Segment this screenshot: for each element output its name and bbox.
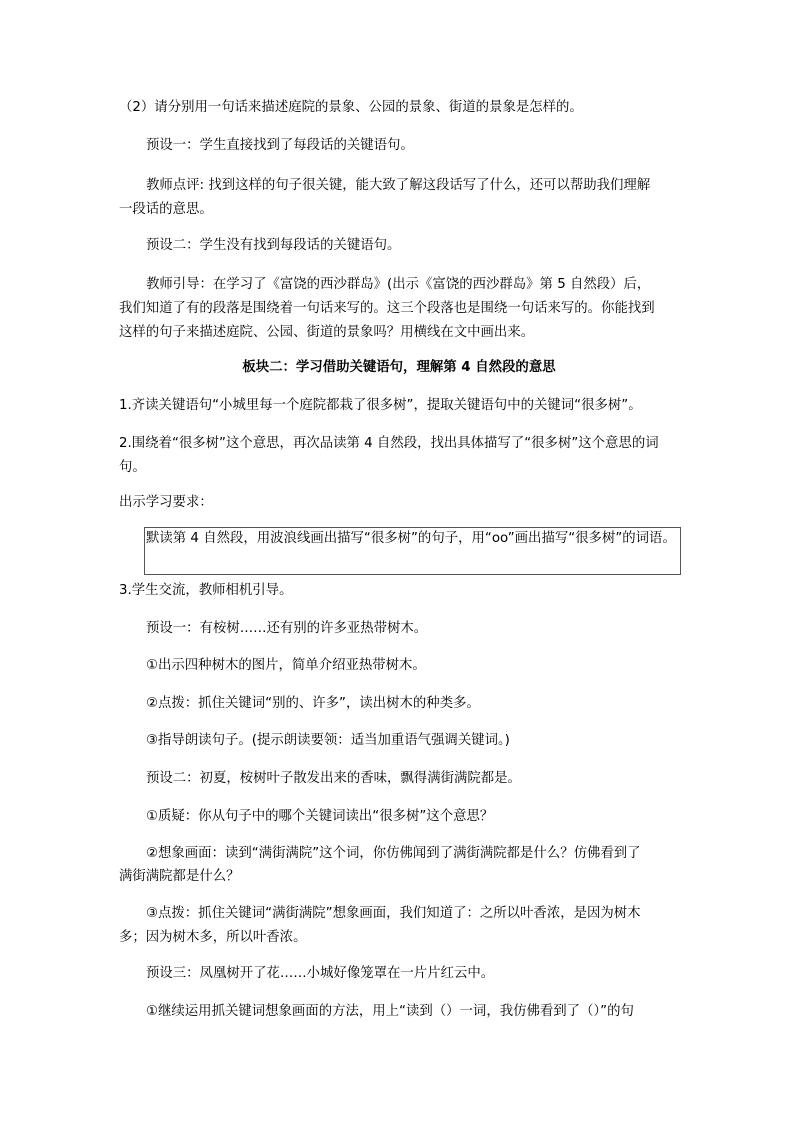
paragraph-item-b2-line-2: 满街满院都是什么？ [119,869,240,884]
paragraph-item-a2: ②点拨：抓住关键词“别的、许多”，读出树木的种类多。 [146,696,480,711]
paragraph-teacher-comment-line-1: 教师点评: 找到这样的句子很关键，能大致了解这段话写了什么，还可以帮助我们理解 [146,178,651,193]
requirement-box-text: 默读第 4 自然段，用波浪线画出描写“很多树”的句子，用“oo”画出描写“很多树”的词语。 [146,531,676,546]
paragraph-teacher-guide-line-1: 教师引导：在学习了《富饶的西沙群岛》(出示《富饶的西沙群岛》第 5 自然段）后， [146,277,651,292]
paragraph-step-2-line-1: 2.围绕着“很多树”这个意思，再次品读第 4 自然段，找出具体描写了“很多树”这个意思的词 [119,436,659,451]
section-heading: 板块二：学习借助关键语句，理解第 4 自然段的意思 [242,360,556,375]
paragraph-teacher-comment-line-2: 一段话的意思。 [119,202,213,217]
paragraph-question-2: （2）请分别用一句话来描述庭院的景象、公园的景象、街道的景象是怎样的。 [119,100,583,115]
paragraph-teacher-guide-line-3: 这样的句子来描述庭院、公园、街道的景象吗？用横线在文中画出来。 [119,325,535,340]
paragraph-item-a3: ③指导朗读句子。(提示朗读要领：适当加重语气强调关键词。) [146,733,510,748]
paragraph-item-b3-line-2: 多；因为树木多，所以叶香浓。 [119,930,307,945]
paragraph-item-a1: ①出示四种树木的图片，简单介绍亚热带树木。 [146,658,426,673]
paragraph-step-1: 1.齐读关键语句“小城里每一个庭院都栽了很多树”，提取关键语句中的关键词“很多树”。 [119,398,642,413]
paragraph-item-b3-line-1: ③点拨：抓住关键词“满街满院”想象画面，我们知道了：之所以叶香浓，是因为树木 [146,906,641,921]
paragraph-requirement-label: 出示学习要求： [119,495,213,510]
paragraph-item-c1: ①继续运用抓关键词想象画面的方法，用上“读到（）一词，我仿佛看到了（）”的句 [146,1004,634,1019]
paragraph-preset-a2: 预设二：初夏，桉树叶子散发出来的香味，飘得满街满院都是。 [146,771,521,786]
paragraph-preset-a3: 预设三：凤凰树开了花……小城好像笼罩在一片片红云中。 [146,966,495,981]
paragraph-preset-a1: 预设一：有桉树……还有别的许多亚热带树木。 [146,621,428,636]
paragraph-teacher-guide-line-2: 我们知道了有的段落是围绕着一句话来写的。这三个段落也是围绕一句话来写的。你能找到 [119,301,655,316]
paragraph-step-2-line-2: 句。 [119,460,146,475]
paragraph-step-3: 3.学生交流，教师相机引导。 [119,583,293,598]
paragraph-item-b2-line-1: ②想象画面：读到“满街满院”这个词，你仿佛闻到了满街满院都是什么？仿佛看到了 [146,846,641,861]
paragraph-item-b1: ①质疑：你从句子中的哪个关键词读出“很多树”这个意思？ [146,809,494,824]
paragraph-preset-1: 预设一：学生直接找到了每段话的关键语句。 [146,138,414,153]
paragraph-preset-2: 预设二：学生没有找到每段话的关键语句。 [146,238,401,253]
